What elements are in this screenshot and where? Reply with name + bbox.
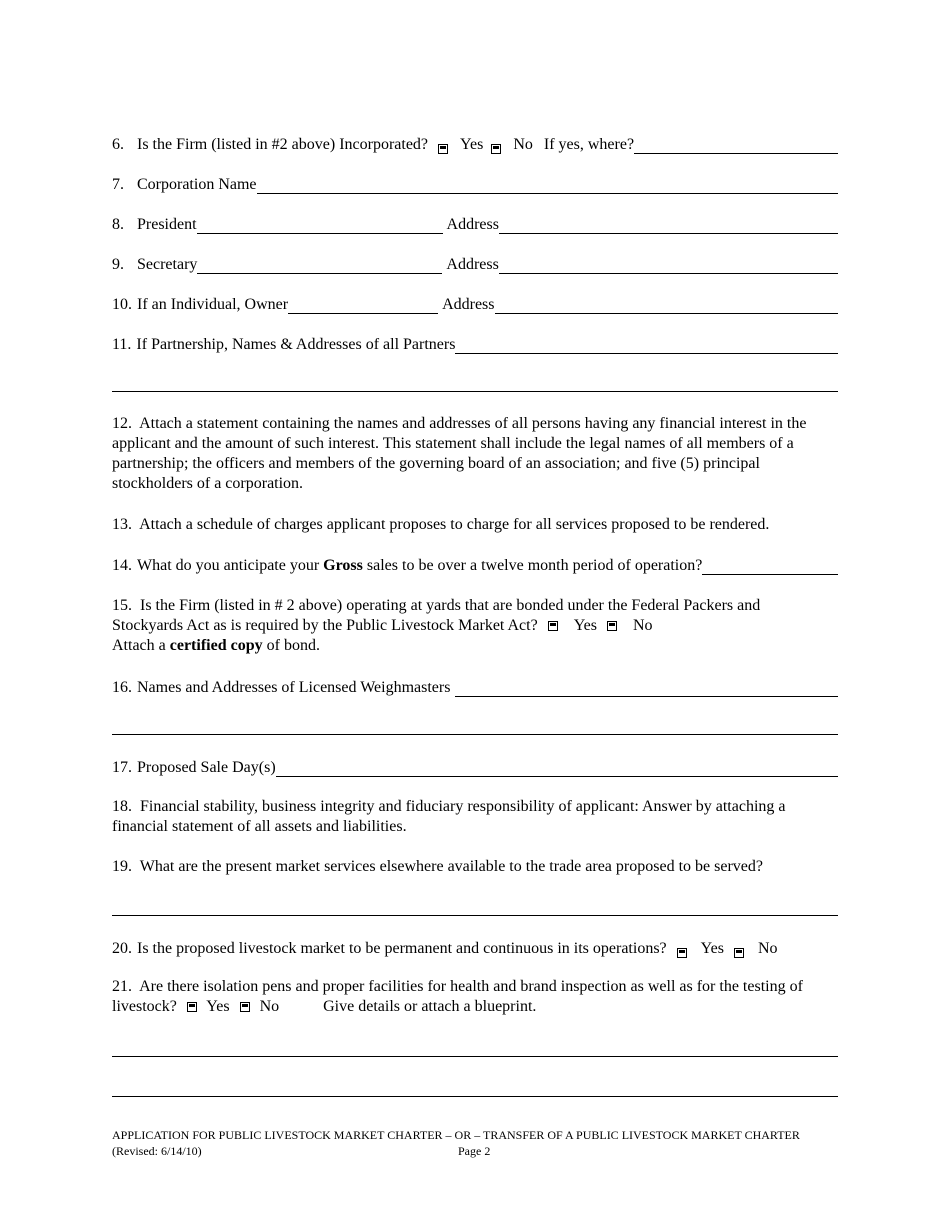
weighmasters-field[interactable] bbox=[455, 680, 838, 697]
q8-row bbox=[112, 212, 838, 234]
q14-row bbox=[112, 553, 838, 575]
q20-yes-label: Yes bbox=[700, 940, 724, 957]
q6-where-field[interactable] bbox=[634, 137, 838, 154]
q20-no-checkbox[interactable] bbox=[734, 948, 744, 958]
gross-sales-field[interactable] bbox=[702, 558, 838, 575]
q12-paragraph bbox=[112, 414, 840, 494]
q15-no-label: No bbox=[632, 617, 653, 634]
q6-row bbox=[112, 132, 838, 154]
q21-details: Give details or attach a blueprint. bbox=[323, 998, 537, 1015]
q17-row bbox=[112, 755, 838, 777]
q13-paragraph bbox=[112, 515, 840, 535]
q21-yes-label: Yes bbox=[206, 998, 230, 1015]
q18-text: Financial stability, business integrity and fiduciary responsibility of applicant: Answer by attaching a financial statement of all assets and liabilities. bbox=[112, 798, 786, 835]
q6-number: 6. bbox=[112, 136, 124, 153]
footer-page-number: Page 2 bbox=[458, 1144, 491, 1158]
q17-number: 17. bbox=[112, 759, 132, 776]
q15-no-checkbox[interactable] bbox=[607, 621, 617, 631]
q21-no-checkbox[interactable] bbox=[240, 1002, 250, 1012]
president-address-field[interactable] bbox=[499, 217, 838, 234]
q12-text: Attach a statement containing the names and addresses of all persons having any financial interest in the applicant and the amount of such interest. This statement shall include the legal names of all members of a partnership; the officers and members of the governing board of an association; and five (5) principal stockholders of a corporation. bbox=[112, 415, 807, 492]
q15-attach-post: of bond. bbox=[266, 637, 320, 654]
q11-number: 11. bbox=[112, 336, 132, 353]
q20-row bbox=[112, 936, 838, 958]
q20-yes-checkbox[interactable] bbox=[677, 948, 687, 958]
q21-number: 21. bbox=[112, 978, 132, 995]
q18-paragraph bbox=[112, 797, 840, 837]
q14-text-post: sales to be over a twelve month period of operation? bbox=[366, 557, 703, 574]
q14-gross-emphasis: Gross bbox=[323, 557, 363, 574]
q6-yes-label: Yes bbox=[460, 136, 484, 153]
q14-text-pre: What do you anticipate your bbox=[137, 557, 320, 574]
q21-text-line-2: livestock? bbox=[112, 998, 177, 1015]
q8-label: President bbox=[137, 216, 197, 233]
q21-text-line-1: Are there isolation pens and proper facilities for health and brand inspection as well as for the testing of bbox=[139, 978, 803, 995]
q20-number: 20. bbox=[112, 940, 132, 957]
q19-paragraph bbox=[112, 857, 840, 877]
q20-no-label: No bbox=[757, 940, 778, 957]
footer-title: APPLICATION FOR PUBLIC LIVESTOCK MARKET CHARTER – OR – TRANSFER OF A PUBLIC LIVESTOCK MARKET CHARTER bbox=[112, 1128, 800, 1142]
facilities-field-line-2[interactable] bbox=[112, 1096, 838, 1097]
q21-paragraph bbox=[112, 977, 840, 1017]
q7-number: 7. bbox=[112, 176, 124, 193]
q15-paragraph bbox=[112, 596, 812, 656]
partners-field-line-2[interactable] bbox=[112, 391, 838, 392]
weighmasters-field-line-2[interactable] bbox=[112, 734, 838, 735]
q18-number: 18. bbox=[112, 798, 132, 815]
footer bbox=[112, 1127, 838, 1159]
q10-label: If an Individual, Owner bbox=[137, 296, 289, 313]
q17-label: Proposed Sale Day(s) bbox=[137, 759, 276, 776]
q10-row bbox=[112, 292, 838, 314]
q21-no-label: No bbox=[259, 998, 280, 1015]
q16-number: 16. bbox=[112, 679, 132, 696]
q15-attach-pre: Attach a bbox=[112, 637, 166, 654]
q15-yes-checkbox[interactable] bbox=[548, 621, 558, 631]
q15-certified-copy: certified copy bbox=[169, 637, 263, 654]
owner-address-field[interactable] bbox=[495, 297, 839, 314]
q15-text: Is the Firm (listed in # 2 above) operating at yards that are bonded under the Federal Packers and Stockyards Act as is required by the Public Livestock Market Act? bbox=[112, 597, 761, 634]
q10-number: 10. bbox=[112, 296, 132, 313]
q20-text: Is the proposed livestock market to be permanent and continuous in its operations? bbox=[137, 940, 667, 957]
q9-row bbox=[112, 252, 838, 274]
president-field[interactable] bbox=[197, 217, 443, 234]
q8-number: 8. bbox=[112, 216, 124, 233]
q15-number: 15. bbox=[112, 597, 132, 614]
q9-label: Secretary bbox=[137, 256, 198, 273]
q14-number: 14. bbox=[112, 557, 132, 574]
corporation-name-field[interactable] bbox=[257, 177, 838, 194]
q7-row bbox=[112, 172, 838, 194]
footer-revised: (Revised: 6/14/10) bbox=[112, 1144, 202, 1158]
q7-label: Corporation Name bbox=[137, 176, 257, 193]
q6-no-checkbox[interactable] bbox=[491, 144, 501, 154]
market-services-field[interactable] bbox=[112, 915, 838, 916]
q6-text: Is the Firm (listed in #2 above) Incorporated? bbox=[137, 136, 429, 153]
q13-number: 13. bbox=[112, 516, 132, 533]
q11-label: If Partnership, Names & Addresses of all Partners bbox=[136, 336, 456, 353]
q10-address-label: Address bbox=[442, 296, 495, 313]
partners-field[interactable] bbox=[455, 337, 838, 354]
q6-no-label: No bbox=[513, 136, 533, 153]
sale-days-field[interactable] bbox=[276, 760, 838, 777]
q12-number: 12. bbox=[112, 415, 132, 432]
q15-yes-label: Yes bbox=[573, 617, 597, 634]
q9-address-label: Address bbox=[446, 256, 499, 273]
q19-text: What are the present market services elsewhere available to the trade area proposed to be served? bbox=[139, 858, 763, 875]
q9-number: 9. bbox=[112, 256, 124, 273]
q6-yes-checkbox[interactable] bbox=[438, 144, 448, 154]
q8-address-label: Address bbox=[446, 216, 499, 233]
owner-field[interactable] bbox=[288, 297, 438, 314]
q16-label: Names and Addresses of Licensed Weighmasters bbox=[137, 679, 451, 696]
facilities-field-line-1[interactable] bbox=[112, 1056, 838, 1057]
q21-yes-checkbox[interactable] bbox=[187, 1002, 197, 1012]
q16-row bbox=[112, 675, 838, 697]
secretary-field[interactable] bbox=[197, 257, 442, 274]
secretary-address-field[interactable] bbox=[499, 257, 838, 274]
q6-where-label: If yes, where? bbox=[543, 136, 635, 153]
q11-row bbox=[112, 332, 838, 354]
q13-text: Attach a schedule of charges applicant proposes to charge for all services proposed to be rendered. bbox=[139, 516, 770, 533]
q19-number: 19. bbox=[112, 858, 132, 875]
